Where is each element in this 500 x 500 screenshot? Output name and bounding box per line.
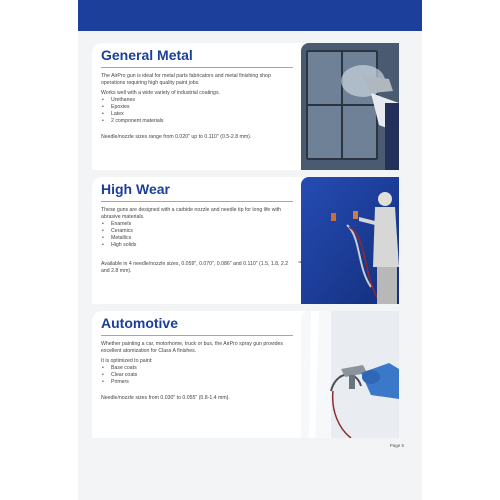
list-item: • High solids — [101, 242, 293, 249]
photo-booth-painting — [301, 177, 399, 304]
size-note: Needle/nozzle sizes range from 0.020" up to 0.110" (0.5-2.8 mm). — [101, 134, 252, 140]
section-high-wear — [92, 177, 399, 304]
title-divider — [101, 335, 293, 336]
header-band — [78, 0, 422, 31]
section-title: General Metal — [101, 47, 193, 63]
list-item: • Urethanes — [101, 97, 293, 104]
photo-car-painting — [301, 311, 399, 438]
title-divider — [101, 201, 293, 202]
section-title: Automotive — [101, 315, 178, 331]
page-number: Page 5 — [389, 443, 404, 448]
size-note: Available in 4 needle/nozzle sizes, 0.059", 0.070", 0.086" and 0.110" (1.5, 1.8, 2.2 and 2.8 mm). — [101, 261, 289, 274]
photo-metal-painting — [301, 43, 399, 170]
list-item: • Primers — [101, 379, 293, 386]
intro-text: The AirPro gun is ideal for metal parts fabricators and metal finishing shop operations requiring high quality paint jobs. — [101, 73, 271, 86]
intro-text: These guns are designed with a carbide nozzle and needle tip for long life with abrasive materials. — [101, 207, 281, 220]
section-body — [101, 73, 293, 144]
list-intro-text: It is optimized to paint: — [101, 358, 153, 364]
section-body — [101, 341, 293, 405]
list-item: • Latex — [101, 111, 293, 118]
section-title: High Wear — [101, 181, 170, 197]
section-general-metal — [92, 43, 399, 170]
list-item: • Clear coats — [101, 372, 293, 379]
list-item: • 2 component materials — [101, 118, 293, 125]
list-item: • Base coats — [101, 365, 293, 372]
list-item: • Enamels — [101, 221, 293, 228]
list-item: • Metallics — [101, 235, 293, 242]
size-note: Needle/nozzle sizes from 0.030" to 0.055" (0.8-1.4 mm). — [101, 395, 230, 401]
title-divider — [101, 67, 293, 68]
list-item: • Epoxies — [101, 104, 293, 111]
list-item: • Ceramics — [101, 228, 293, 235]
list-intro-text: Works well with a wide variety of industrial coatings. — [101, 90, 220, 96]
materials-list — [101, 221, 293, 249]
coatings-list — [101, 97, 293, 125]
paint-list — [101, 365, 293, 386]
section-body — [101, 207, 293, 278]
section-automotive — [92, 311, 399, 438]
page — [78, 0, 422, 500]
intro-text: Whether painting a car, motorhome, truck or bus, the AirPro spray gun provides excellent atomization for Class A finishes. — [101, 341, 283, 354]
